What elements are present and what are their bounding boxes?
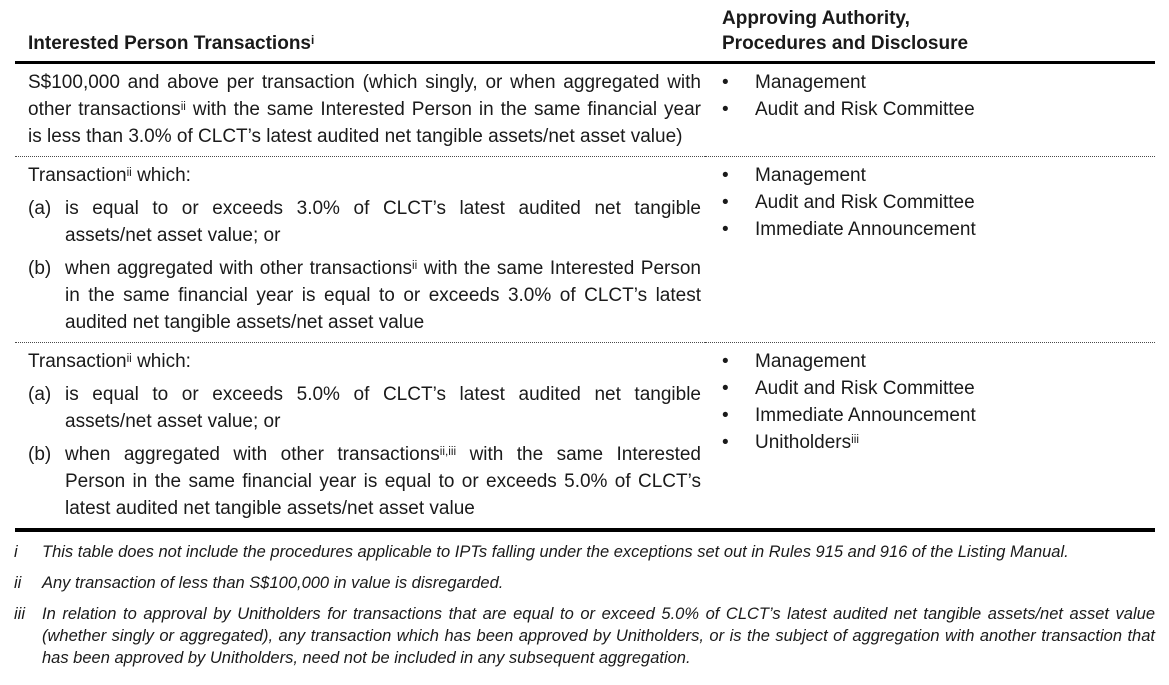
item-label: (a) (28, 384, 52, 405)
list-item (722, 348, 1149, 375)
bullet-label: Management (755, 72, 866, 93)
footnote-marker: i (14, 543, 18, 561)
row1-criteria-text: S$100,000 and above per transaction (which singly, or when aggregated with other transactions$^{ii}$ with the same Interested Person in the same financial year is less than 3.0% of CLCT’s latest audited net tangible assets/net asset value) (28, 72, 701, 147)
list-item (722, 162, 1149, 189)
list-item (722, 375, 1149, 402)
item-text: is equal to or exceeds 5.0% of CLCT’s latest audited net tangible assets/net asset value; or (65, 384, 701, 432)
lettered-item (28, 441, 701, 522)
row3-criteria-cell (15, 343, 705, 531)
list-item (722, 69, 1149, 96)
column-header-line1: Approving Authority, (722, 8, 910, 29)
footnote-marker: iii (14, 605, 25, 623)
lettered-item (28, 255, 701, 336)
bullet-label: Audit and Risk Committee (755, 192, 975, 213)
lettered-item (28, 195, 701, 249)
list-item (722, 429, 1149, 456)
bullet-label: Management (755, 165, 866, 186)
footnote-text: This table does not include the procedures applicable to IPTs falling under the exceptions set out in Rules 915 and 916 of the Listing Manual. (42, 543, 1069, 561)
list-item (722, 216, 1149, 243)
footnote-marker: ii (14, 574, 22, 592)
item-label: (b) (28, 258, 52, 279)
bullet-icon: • (722, 351, 729, 372)
row3-intro-text: Transaction$^{ii}$ which: (28, 351, 191, 372)
bullet-label: Unitholders$^{iii}$ (755, 432, 859, 453)
table-row (15, 157, 1155, 343)
bullet-label: Audit and Risk Committee (755, 378, 975, 399)
item-text: is equal to or exceeds 3.0% of CLCT’s latest audited net tangible assets/net asset value; or (65, 198, 701, 246)
column-header-approving-authority (705, 4, 1155, 63)
column-header-line2: Procedures and Disclosure (722, 33, 969, 54)
footnotes (15, 541, 1155, 669)
ipt-table (15, 4, 1155, 532)
bullet-icon: • (722, 378, 729, 399)
footnote (15, 603, 1155, 669)
column-header-interested-person-transactions (15, 4, 705, 63)
bullet-icon: • (722, 405, 729, 426)
bullet-icon: • (722, 219, 729, 240)
item-label: (a) (28, 198, 52, 219)
item-text: when aggregated with other transactions$^{ii}$ with the same Interested Person in the same financial year is equal to or exceeds 3.0% of CLCT’s latest audited net tangible assets/net asset value (65, 258, 701, 333)
table-row (15, 63, 1155, 157)
row1-criteria-cell (15, 63, 705, 157)
bullet-label: Management (755, 351, 866, 372)
bullet-label: Audit and Risk Committee (755, 99, 975, 120)
footnote-text: Any transaction of less than S$100,000 in value is disregarded. (42, 574, 504, 592)
item-text: when aggregated with other transactions$^{ii,iii}$ with the same Interested Person in the same financial year is equal to or exceeds 5.0% of CLCT’s latest audited net tangible assets/net asset value (65, 444, 701, 519)
bullet-label: Immediate Announcement (755, 405, 976, 426)
column-header-label: Interested Person Transactions$^i$ (28, 33, 315, 54)
list-item (722, 402, 1149, 429)
bullet-icon: • (722, 432, 729, 453)
row2-criteria-cell (15, 157, 705, 343)
footnote-text: In relation to approval by Unitholders for transactions that are equal to or exceed 5.0% of CLCT’s latest audited net tangible assets/net asset value (whether singly or aggregated), any transaction which has been approved by Unitholders, or is the subject of aggregation with another transaction that has been approved by Unitholders, need not be included in any subsequent aggregation. (42, 605, 1155, 667)
bullet-icon: • (722, 192, 729, 213)
bullet-label: Immediate Announcement (755, 219, 976, 240)
list-item (722, 96, 1149, 123)
row2-intro-text: Transaction$^{ii}$ which: (28, 165, 191, 186)
table-header-row (15, 4, 1155, 63)
list-item (722, 189, 1149, 216)
row2-authority-cell (705, 157, 1155, 343)
table-row (15, 343, 1155, 531)
footnote (15, 572, 1155, 594)
bullet-icon: • (722, 165, 729, 186)
lettered-item (28, 381, 701, 435)
item-label: (b) (28, 444, 52, 465)
row3-authority-cell (705, 343, 1155, 531)
bullet-icon: • (722, 99, 729, 120)
footnote (15, 541, 1155, 563)
row1-authority-cell (705, 63, 1155, 157)
bullet-icon: • (722, 72, 729, 93)
